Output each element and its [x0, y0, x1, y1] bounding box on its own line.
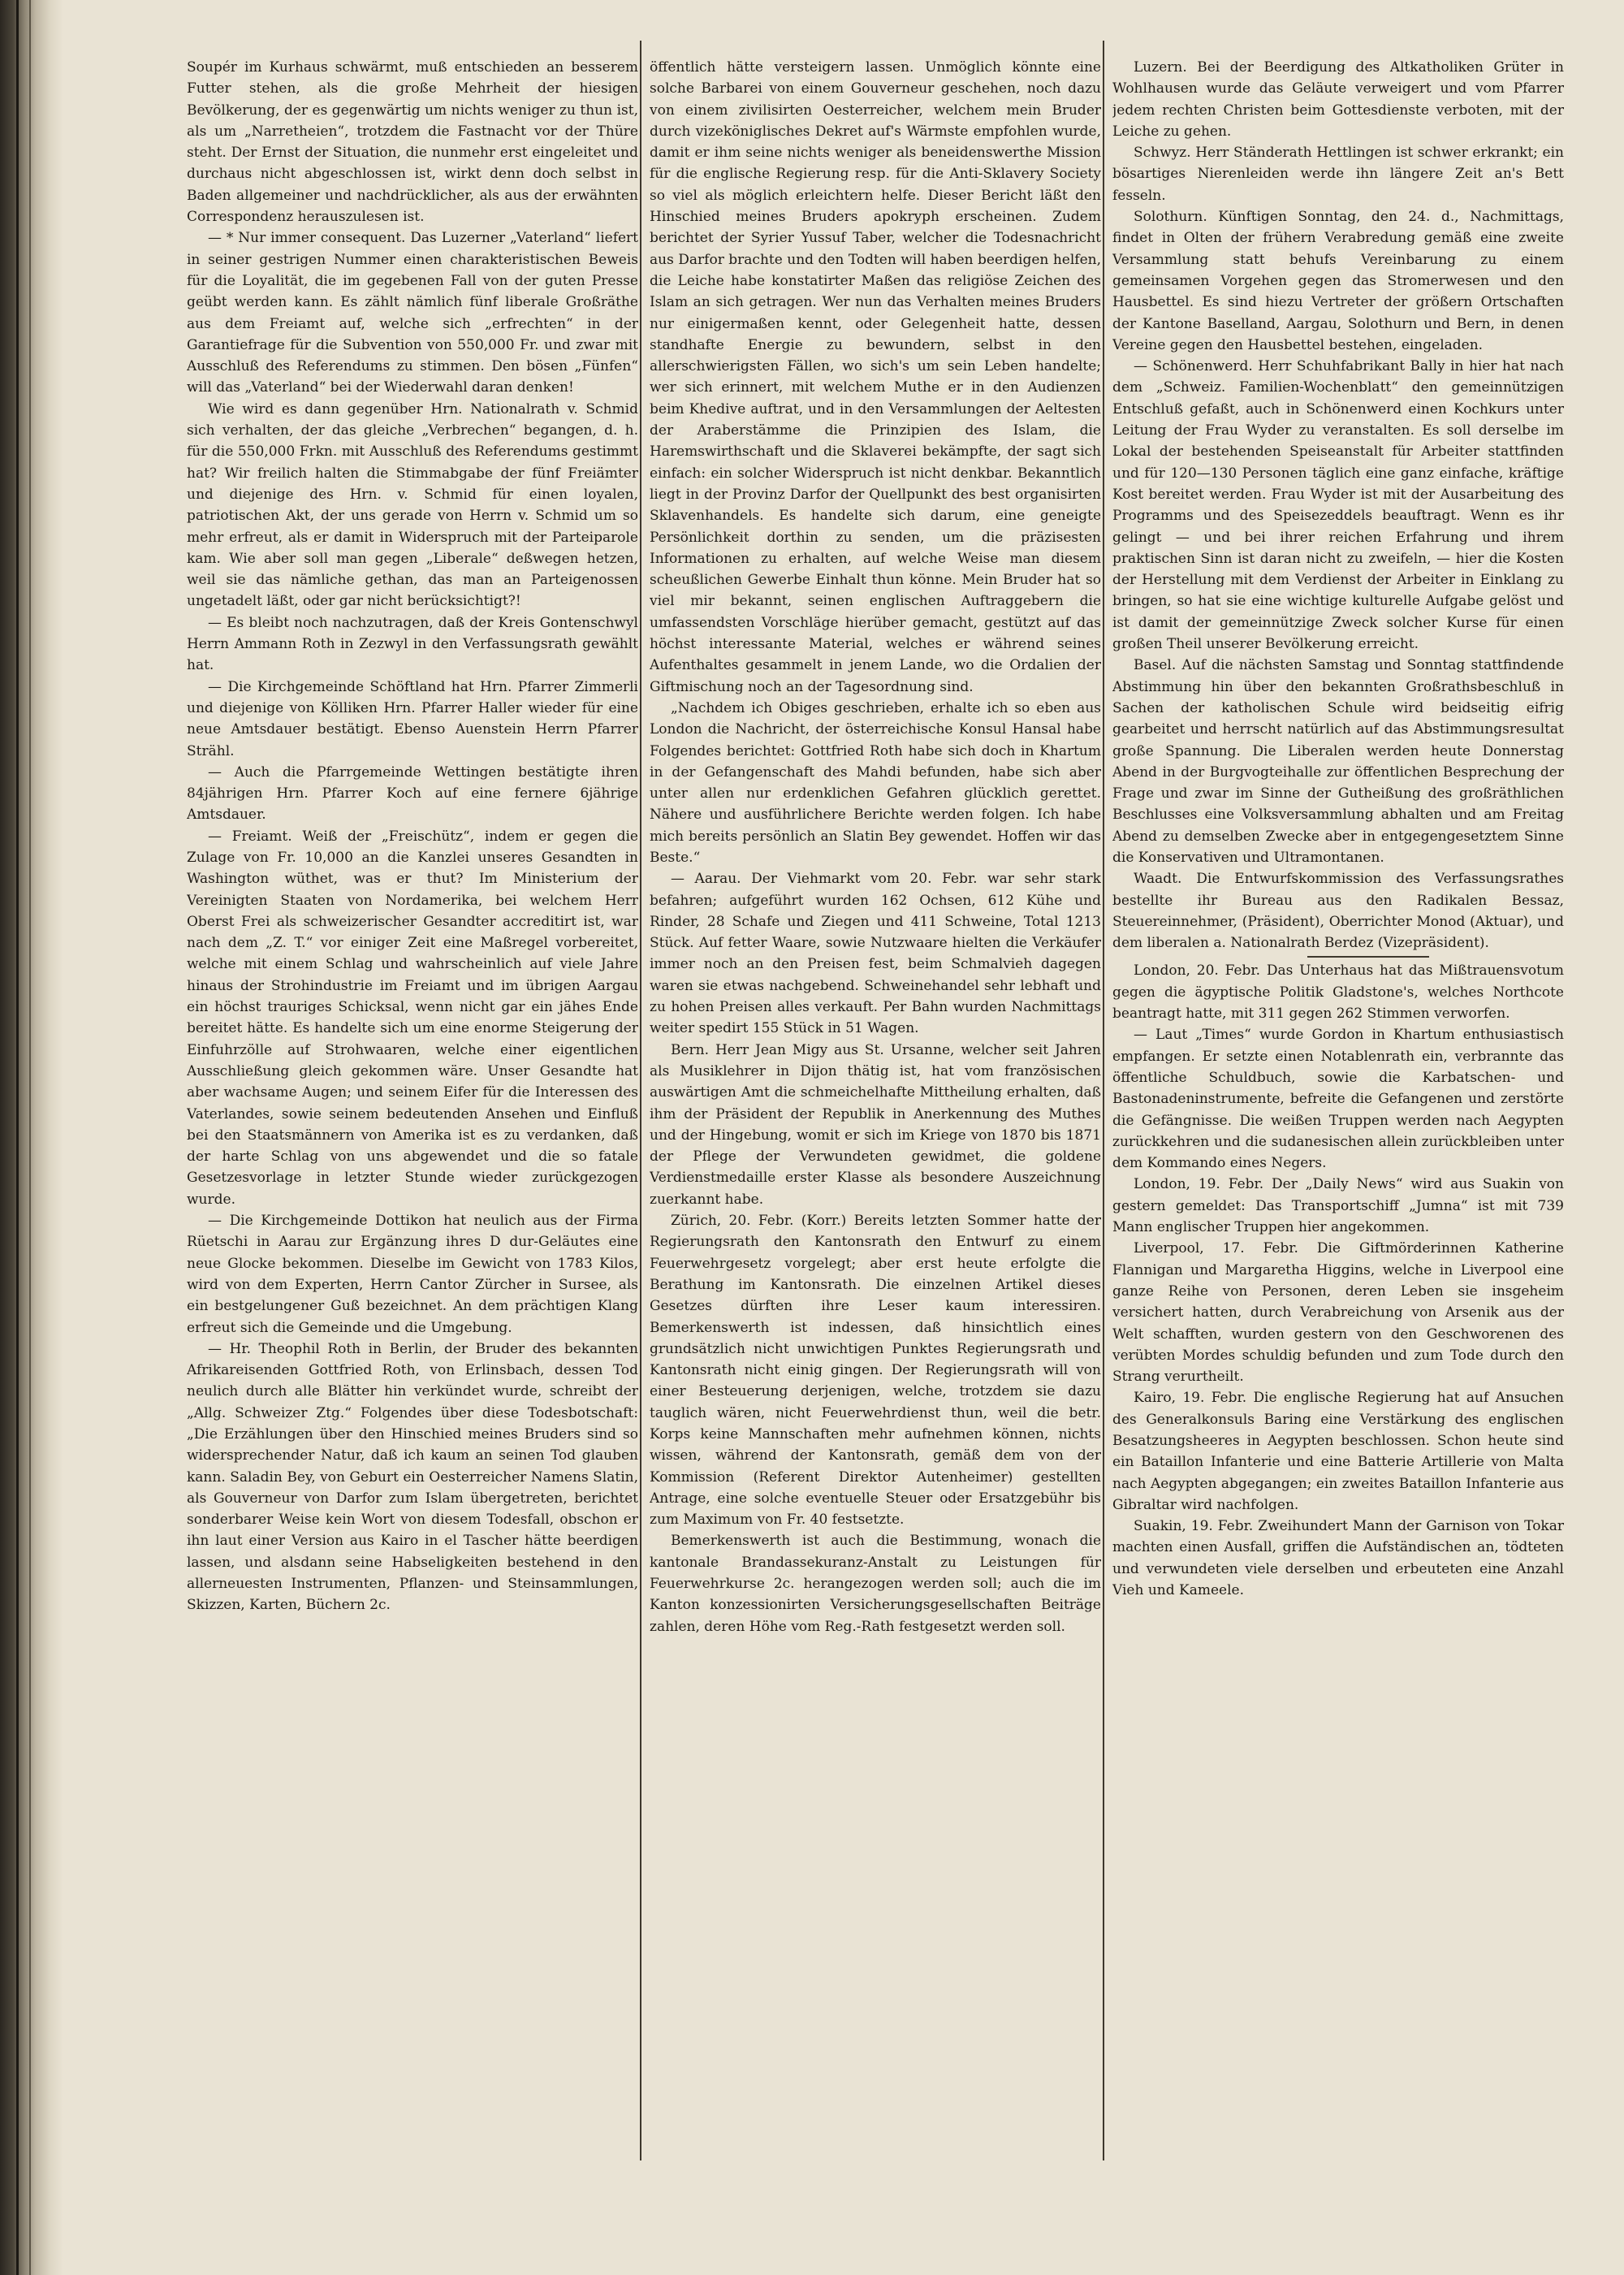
column-3: [1112, 57, 1564, 2185]
article-paragraph: — Auch die Pfarrgemeinde Wettingen bestätigte ihren 84jährigen Hrn. Pfarrer Koch auf eine fernere 6jährige Amtsdauer.: [187, 763, 638, 824]
article-paragraph: Bern. Herr Jean Migy aus St. Ursanne, welcher seit Jahren als Musiklehrer in Dijon thätig ist, hat vom französischen auswärtigen Amt die schmeichelhafte Mittheilung erhalten, daß ihm der Präsident der Republik in Anerkennung des Muthes und der Hingebung, womit er sich im Kriege von 1870 bis 1871 der Pflege der Verwundeten gewidmet, die goldene Verdienstmedaille erster Klasse als besondere Auszeichnung zuerkannt habe.: [650, 1041, 1101, 1208]
article-paragraph: Solothurn. Künftigen Sonntag, den 24. d., Nachmittags, findet in Olten der frühern Verabredung gemäß eine zweite Versammlung statt behufs Vereinbarung zu einem gemeinsamen Vorgehen gegen das Stromerwesen und den Hausbettel. Es sind hiezu Vertreter der größern Ortschaften der Kantone Baselland, Aargau, Solothurn und Bern, in denen Vereine gegen den Hausbettel bestehen, eingeladen.: [1112, 209, 1564, 353]
article-paragraph: Waadt. Die Entwurfskommission des Verfassungsrathes bestellte ihr Bureau aus den Radikalen Bessaz, Steuereinnehmer, (Präsident), Oberrichter Monod (Aktuar), und dem liberalen a. Nationalrath Berdez (Vizepräsident).: [1112, 871, 1564, 952]
newspaper-page: [162, 41, 1608, 2234]
article-paragraph: — Die Kirchgemeinde Dottikon hat neulich aus der Firma Rüetschi in Aarau zur Ergänzung ihres D dur-Geläutes eine neue Glocke bekommen. Dieselbe im Gewicht von 1783 Kilos, wird von dem Experten, Herrn Cantor Zürcher in Sursee, als ein bestgelungener Guß bezeichnet. An dem prächtigen Klang erfreut sich die Gemeinde und die Umgebung.: [187, 1213, 638, 1336]
column-rule: [1103, 41, 1104, 2160]
article-paragraph: — Laut „Times“ wurde Gordon in Khartum enthusiastisch empfangen. Er setzte einen Notablenrath ein, verbrannte das öffentliche Schuldbuch, sowie die Karbatschen- und Bastonadeninstrumente, befreite die Gefangenen und zerstörte die Gefängnisse. Die weißen Truppen werden nach Aegypten zurückkehren und die sudanesischen allein zurückbleiben unter dem Kommando eines Negers.: [1112, 1027, 1564, 1172]
article-paragraph: Basel. Auf die nächsten Samstag und Sonntag stattfindende Abstimmung hin über den bekannten Großrathsbeschluß in Sachen der katholischen Schule wird beidseitig eifrig gearbeitet und herrscht natürlich auf das Abstimmungsresultat große Spannung. Die Liberalen werden heute Donnerstag Abend in der Burgvogteihalle zur öffentlichen Besprechung der Frage und zwar im Sinne der Gutheißung des großräthlichen Beschlusses eine Volksversammlung abhalten und am Freitag Abend zu demselben Zwecke aber in entgegengesetztem Sinne die Konservativen und Ultramontanen.: [1112, 657, 1564, 866]
article-paragraph: — Aarau. Der Viehmarkt vom 20. Febr. war sehr stark befahren; aufgeführt wurden 162 Ochsen, 612 Kühe und Rinder, 28 Schafe und Ziegen und 411 Schweine, Total 1213 Stück. Auf fetter Waare, sowie Nutzwaare hielten die Verkäufer immer noch an den Preisen fest, beim Schmalvieh dagegen waren sie etwas nachgebend. Schweinehandel sehr lebhaft und zu hohen Preisen alles verkauft. Per Bahn wurden Nachmittags weiter spedirt 155 Stück in 51 Wagen.: [650, 871, 1101, 1037]
article-paragraph: Luzern. Bei der Beerdigung des Altkatholiken Grüter in Wohlhausen wurde das Geläute verweigert und vom Pfarrer jedem rechten Christen beim Gottesdienste verboten, mit der Leiche zu gehen.: [1112, 59, 1564, 140]
article-paragraph: öffentlich hätte versteigern lassen. Unmöglich könnte eine solche Barbarei von einem Gouverneur geschehen, noch dazu von einem zivilisirten Oesterreicher, welchem mein Bruder durch vizeköniglisches Dekret auf's Wärmste empfohlen wurde, damit er ihm seine nichts weniger als beneidenswerthe Mission für die englische Regierung resp. für die Anti-Sklavery Society so viel als möglich erleichtern helfe. Dieser Bericht läßt den Hinschied meines Bruders apokryph erscheinen. Zudem berichtet der Syrier Yussuf Taber, welcher die Todesnachricht aus Darfor brachte und den Todten will haben beerdigen helfen, die Leiche habe konstatirter Maßen das religiöse Zeichen des Islam an sich getragen. Wer nun das Verhalten meines Bruders nur einigermaßen kennt, oder Gelegenheit hatte, dessen standhafte Energie zu bewundern, selbst in den allerschwierigsten Fällen, wo sich's um sein Leben handelte; wer sich erinnert, mit welchem Muthe er in den Audienzen beim Khedive auftrat, und in den Versammlungen der Aeltesten der Araberstämme die Prinzipien des Islam, die Haremswirthschaft und die Sklaverei bekämpfte, der sagt sich einfach: ein solcher Widerspruch ist nicht denkbar. Bekanntlich liegt in der Provinz Darfor der Quellpunkt des best organisirten Sklavenhandels. Es handelte sich darum, eine geneigte Persönlichkeit dorthin zu senden, um die präzisesten Informationen zu erhalten, auf welche Weise man diesem scheußlichen Gewerbe Einhalt thun könne. Mein Bruder hat so viel mir bekannt, seinen englischen Auftraggebern die umfassendsten Vorschläge hierüber gemacht, gestützt auf das höchst interessante Material, welches er während seines Aufenthaltes gesammelt in jenem Lande, wo die Ordalien der Giftmischung noch an der Tagesordnung sind.: [650, 59, 1101, 695]
article-paragraph: Wie wird es dann gegenüber Hrn. Nationalrath v. Schmid sich verhalten, der das gleiche „Verbrechen“ begangen, d. h. für die 550,000 Frkn. mit Ausschluß des Referendums gestimmt hat? Wir freilich halten die Stimmabgabe der fünf Freiämter und diejenige des Hrn. v. Schmid für einen loyalen, patriotischen Akt, der uns gerade von Herrn v. Schmid um so mehr erfreut, als er damit in Widerspruch mit der Parteiparole kam. Wie aber soll man gegen „Liberale“ deßwegen hetzen, weil sie das nämliche gethan, das man an Parteigenossen ungetadelt läßt, oder gar nicht berücksichtigt?!: [187, 400, 638, 610]
article-paragraph: — Hr. Theophil Roth in Berlin, der Bruder des bekannten Afrikareisenden Gottfried Roth, von Erlinsbach, dessen Tod neulich durch alle Blätter hin verkündet wurde, schreibt der „Allg. Schweizer Ztg.“ Folgendes über diese Todesbotschaft: „Die Erzählungen über den Hinschied meines Bruders sind so widersprechender Natur, daß ich kaum an seinen Tod glauben kann. Saladin Bey, von Geburt ein Oesterreicher Namens Slatin, als Gouverneur von Darfor zum Islam übergetreten, berichtet sonderbarer Weise kein Wort von diesem Todesfall, obschon er ihn laut einer Version aus Kairo in el Tascher hätte beerdigen lassen, und alsdann seine Habseligkeiten bestehend in den allerneuesten Instrumenten, Pflanzen- und Steinsammlungen, Skizzen, Karten, Büchern 2c.: [187, 1340, 638, 1614]
article-paragraph: Bemerkenswerth ist auch die Bestimmung, wonach die kantonale Brandassekuranz-Anstalt zu Leistungen für Feuerwehrkurse 2c. herangezogen werden soll; auch die im Kanton konzessionirten Versicherungsgesellschaften Beiträge zahlen, deren Höhe vom Reg.-Rath festgesetzt werden soll.: [650, 1533, 1101, 1635]
article-paragraph: — Schönenwerd. Herr Schuhfabrikant Bally in hier hat nach dem „Schweiz. Familien-Wochenblatt“ den gemeinnützigen Entschluß gefaßt, auch in Schönenwerd einen Kochkurs unter Leitung der Frau Wyder zu veranstalten. Es soll derselbe im Lokal der bestehenden Speiseanstalt für Arbeiter stattfinden und für 120—130 Personen täglich eine ganz einfache, kräftige Kost bereitet werden. Frau Wyder ist mit der Ausarbeitung des Programms und des Speisezeddels beauftragt. Wenn es ihr gelingt — und bei ihrer reichen Erfahrung und ihrem praktischen Sinn ist daran nicht zu zweifeln, — hier die Kosten der Herstellung mit dem Verdienst der Arbeiter in Einklang zu bringen, so hat sie eine wichtige kulturelle Aufgabe gelöst und ist damit der gemeinnützige Zweck solcher Kurse für einen großen Theil unserer Bevölkerung erreicht.: [1112, 358, 1564, 653]
column-rule: [640, 41, 641, 2160]
article-paragraph: — Die Kirchgemeinde Schöftland hat Hrn. Pfarrer Zimmerli und diejenige von Kölliken Hrn. Pfarrer Haller wieder für eine neue Amtsdauer bestätigt. Ebenso Auenstein Herrn Pfarrer Strähl.: [187, 678, 638, 759]
column-1: [187, 57, 638, 2185]
article-paragraph: Soupér im Kurhaus schwärmt, muß entschieden an besserem Futter stehen, als die große Mehrheit der hiesigen Bevölkerung, der es gegenwärtig um nichts weniger zu thun ist, als um „Narretheien“, trotzdem die Fastnacht vor der Thüre steht. Der Ernst der Situation, die nunmehr erst eingeleitet und durchaus nicht abgeschlossen ist, wirkt denn doch selbst in Baden allgemeiner und nachdrücklicher, als aus der erwähnten Correspondenz herauszulesen ist.: [187, 59, 638, 226]
article-paragraph: London, 19. Febr. Der „Daily News“ wird aus Suakin von gestern gemeldet: Das Transportschiff „Jumna“ ist mit 739 Mann englischer Truppen hier angekommen.: [1112, 1176, 1564, 1236]
article-paragraph: Zürich, 20. Febr. (Korr.) Bereits letzten Sommer hatte der Regierungsrath den Kantonsrath den Entwurf zu einem Feuerwehrgesetz vorgelegt; aber erst heute erfolgte die Berathung im Kantonsrath. Die einzelnen Artikel dieses Gesetzes dürften ihre Leser kaum interessiren. Bemerkenswerth ist indessen, daß hinsichtlich eines grundsätzlich nicht unwichtigen Punktes Regierungsrath und Kantonsrath nicht einig gingen. Der Regierungsrath will von einer Besteuerung derjenigen, welche, trotzdem sie dazu tauglich wären, nicht Feuerwehrdienst thun, weil die betr. Korps keine Mannschaften mehr aufnehmen können, nichts wissen, während der Kantonsrath, gemäß dem von der Kommission (Referent Direktor Autenheimer) gestellten Antrage, eine solche eventuelle Steuer oder Ersatzgebühr bis zum Maximum von Fr. 40 festsetzte.: [650, 1213, 1101, 1529]
article-paragraph: — Es bleibt noch nachzutragen, daß der Kreis Gontenschwyl Herrn Ammann Roth in Zezwyl in den Verfassungsrath gewählt hat.: [187, 614, 638, 674]
article-paragraph: — Freiamt. Weiß der „Freischütz“, indem er gegen die Zulage von Fr. 10,000 an die Kanzlei unseres Gesandten in Washington wüthet, was er thut? Im Ministerium der Vereinigten Staaten von Nordamerika, bei welchem Herr Oberst Frei als schweizerischer Gesandter accreditirt ist, war nach dem „Z. T.“ vor einiger Zeit eine Maßregel vorbereitet, welche mit einem Schlag und wahrscheinlich auf viele Jahre hinaus der Strohindustrie im Freiamt und im übrigen Aargau ein höchst trauriges Schicksal, wenn nicht gar ein jähes Ende bereitet hätte. Es handelte sich um eine enorme Steigerung der Einfuhrzölle auf Strohwaaren, welche einer eigentlichen Ausschließung gleich gekommen wäre. Unser Gesandte hat aber wachsame Augen; und seinem Eifer für die Interessen des Vaterlandes, sowie seinem bedeutenden Ansehen und Einfluß bei den Staatsmännern von Amerika ist es zu verdanken, daß der harte Schlag von uns abgewendet und die so fatale Gesetzesvorlage in letzter Stunde wieder zurückgezogen wurde.: [187, 828, 638, 1208]
column-2: [650, 57, 1101, 2185]
article-paragraph: — * Nur immer consequent. Das Luzerner „Vaterland“ liefert in seiner gestrigen Nummer einen charakteristischen Beweis für die Loyalität, die im gegebenen Fall von der guten Presse geübt werden kann. Es zählt nämlich fünf liberale Großräthe aus dem Freiamt auf, welche sich „erfrechten“ in der Garantiefrage für die Subvention von 550,000 Fr. und zwar mit Ausschluß des Referendums zu stimmen. Den bösen „Fünfen“ will das „Vaterland“ bei der Wiederwahl daran denken!: [187, 230, 638, 396]
article-paragraph: Kairo, 19. Febr. Die englische Regierung hat auf Ansuchen des Generalkonsuls Baring eine Verstärkung des englischen Besatzungsheeres in Aegypten beschlossen. Schon heute sind ein Bataillon Infanterie und eine Batterie Artillerie von Malta nach Aegypten abgegangen; ein zweites Bataillon Infanterie aus Gibraltar wird nachfolgen.: [1112, 1390, 1564, 1513]
article-paragraph: Schwyz. Herr Ständerath Hettlingen ist schwer erkrankt; ein bösartiges Nierenleiden werde ihn längere Zeit an's Bett fesseln.: [1112, 145, 1564, 204]
article-paragraph: Liverpool, 17. Febr. Die Giftmörderinnen Katherine Flannigan und Margaretha Higgins, welche in Liverpool eine ganze Reihe von Personen, deren Leben sie insgeheim versichert hatten, durch Verabreichung von Arsenik aus der Welt schafften, wurden gestern von den Geschworenen des verübten Mordes schuldig befunden und zum Tode durch den Strang verurtheilt.: [1112, 1240, 1564, 1386]
page-binding-edge: [0, 0, 63, 2275]
article-paragraph: Suakin, 19. Febr. Zweihundert Mann der Garnison von Tokar machten einen Ausfall, griffen die Aufständischen an, tödteten und verwundeten viele derselben und erbeuteten eine Anzahl Vieh und Kameele.: [1112, 1518, 1564, 1599]
article-paragraph: „Nachdem ich Obiges geschrieben, erhalte ich so eben aus London die Nachricht, der österreichische Konsul Hansal habe Folgendes berichtet: Gottfried Roth habe sich doch in Khartum in der Gefangenschaft des Mahdi befunden, habe sich aber unter allen nur erdenklichen Gefahren glücklich gerettet. Nähere und ausführlichere Berichte werden folgen. Ich habe mich bereits persönlich an Slatin Bey gewendet. Hoffen wir das Beste.“: [650, 699, 1101, 866]
section-divider: [1307, 956, 1429, 958]
article-paragraph: London, 20. Febr. Das Unterhaus hat das Mißtrauensvotum gegen die ägyptische Politik Gladstone's, welches Northcote beantragt hatte, mit 311 gegen 262 Stimmen verworfen.: [1112, 962, 1564, 1023]
